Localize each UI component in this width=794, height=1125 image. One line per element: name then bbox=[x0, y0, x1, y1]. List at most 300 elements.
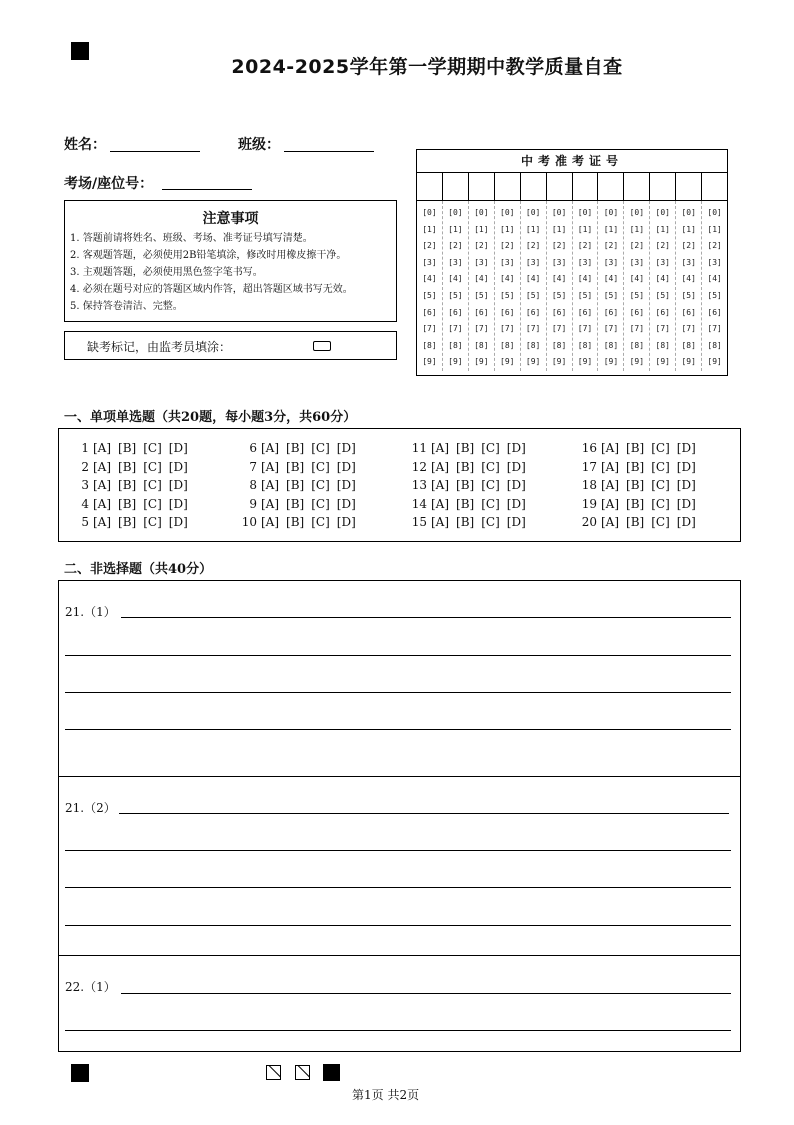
exam-digit-bubble[interactable]: [9] bbox=[500, 357, 515, 367]
mc-option-bubble[interactable]: [B] bbox=[456, 515, 475, 529]
mc-option-bubble[interactable]: [A] bbox=[93, 478, 112, 492]
mc-option-bubble[interactable]: [C] bbox=[651, 515, 670, 529]
absent-checkbox[interactable] bbox=[313, 341, 331, 351]
exam-digit-bubble[interactable]: [6] bbox=[577, 307, 593, 317]
mc-option-bubble[interactable]: [C] bbox=[311, 515, 330, 529]
mc-question-number: 8 bbox=[249, 478, 257, 492]
exam-digit-write-cell[interactable] bbox=[547, 173, 573, 200]
exam-digit-write-cell[interactable] bbox=[417, 173, 443, 200]
page-code-box bbox=[295, 1065, 310, 1080]
notice-title: 注意事项 bbox=[202, 211, 259, 227]
mc-question-number: 4 bbox=[81, 496, 89, 511]
exam-digit-bubble[interactable]: [5] bbox=[681, 290, 696, 300]
mc-option-bubble[interactable]: [A] bbox=[601, 459, 620, 474]
exam-digit-bubble[interactable]: [8] bbox=[500, 340, 515, 350]
mc-option-bubble[interactable]: [C] bbox=[651, 478, 670, 492]
exam-digit-bubble[interactable]: [7] bbox=[422, 324, 437, 334]
exam-digit-bubble[interactable]: [9] bbox=[551, 357, 567, 367]
exam-digit-bubble[interactable]: [4] bbox=[681, 274, 696, 284]
question-label: 21.（1） bbox=[65, 605, 116, 619]
mc-option-bubble[interactable]: [A] bbox=[431, 459, 450, 474]
mc-option-bubble[interactable]: [A] bbox=[261, 459, 280, 474]
mc-question bbox=[69, 478, 195, 492]
exam-digit-column bbox=[495, 201, 521, 371]
mc-option-bubble[interactable]: [D] bbox=[676, 478, 696, 492]
question-label: 21.（2） bbox=[65, 801, 116, 815]
exam-digit-write-cell[interactable] bbox=[624, 173, 650, 200]
mc-option-bubble[interactable]: [A] bbox=[431, 515, 450, 529]
exam-digit-bubble[interactable]: [6] bbox=[603, 307, 619, 317]
exam-digit-bubble[interactable]: [0] bbox=[525, 208, 541, 217]
mc-option-bubble[interactable]: [B] bbox=[286, 459, 305, 474]
exam-digit-bubble[interactable]: [8] bbox=[525, 340, 541, 350]
exam-digit-write-cell[interactable] bbox=[469, 173, 495, 200]
exam-digit-bubble[interactable]: [0] bbox=[474, 208, 489, 217]
mc-option-bubble[interactable]: [C] bbox=[651, 459, 670, 474]
mc-option-bubble[interactable]: [B] bbox=[286, 515, 305, 529]
exam-digit-bubble[interactable]: [9] bbox=[655, 357, 670, 367]
exam-digit-column bbox=[469, 201, 495, 371]
exam-digit-bubble[interactable]: [7] bbox=[603, 324, 619, 334]
exam-digit-bubble[interactable]: [7] bbox=[681, 324, 696, 334]
exam-digit-bubble[interactable]: [2] bbox=[500, 241, 515, 251]
mc-question bbox=[407, 478, 533, 492]
exam-digit-bubble[interactable]: [4] bbox=[577, 274, 593, 284]
exam-digit-bubble[interactable]: [8] bbox=[655, 340, 670, 350]
exam-digit-bubble[interactable]: [3] bbox=[525, 257, 541, 267]
question-label: 22.（1） bbox=[65, 980, 116, 994]
mc-option-bubble[interactable]: [B] bbox=[118, 478, 137, 492]
mc-option-bubble[interactable]: [A] bbox=[261, 496, 280, 511]
mc-question-number: 18 bbox=[581, 478, 597, 492]
class-field[interactable] bbox=[284, 151, 374, 152]
exam-digit-bubble[interactable]: [7] bbox=[629, 324, 645, 334]
mc-option-bubble[interactable]: [C] bbox=[651, 496, 670, 511]
exam-digit-bubble[interactable]: [6] bbox=[707, 307, 722, 317]
exam-digit-bubble[interactable]: [1] bbox=[629, 224, 645, 234]
exam-digit-bubble[interactable]: [4] bbox=[629, 274, 645, 284]
mc-question bbox=[577, 515, 703, 529]
exam-digit-write-cell[interactable] bbox=[573, 173, 599, 200]
answer-box-22-1 bbox=[58, 955, 741, 1052]
section1-heading: 一、单项单选题（共20题，每小题3分，共60分） bbox=[64, 410, 357, 425]
mc-option-bubble[interactable]: [A] bbox=[261, 478, 280, 492]
exam-digit-bubble[interactable]: [9] bbox=[422, 357, 437, 367]
mc-question-number: 20 bbox=[581, 515, 597, 529]
exam-digit-bubble[interactable]: [7] bbox=[525, 324, 541, 334]
mc-option-bubble[interactable]: [D] bbox=[336, 459, 356, 474]
exam-digit-bubble[interactable]: [2] bbox=[448, 241, 463, 251]
notice-item: 3. 主观题答题，必须使用黑色签字笔书写。 bbox=[70, 267, 263, 278]
exam-digit-bubble[interactable]: [4] bbox=[707, 274, 722, 284]
mc-question-number: 16 bbox=[581, 441, 597, 455]
exam-digit-bubble[interactable]: [8] bbox=[603, 340, 619, 350]
exam-digit-bubble[interactable]: [1] bbox=[707, 224, 722, 234]
exam-digit-bubble[interactable]: [3] bbox=[500, 257, 515, 267]
mc-option-bubble[interactable]: [C] bbox=[311, 496, 330, 511]
exam-digit-bubble[interactable]: [0] bbox=[577, 208, 593, 217]
exam-digit-bubble[interactable]: [3] bbox=[551, 257, 567, 267]
mc-option-bubble[interactable]: [D] bbox=[168, 496, 188, 511]
exam-digit-bubble[interactable]: [0] bbox=[707, 208, 722, 217]
exam-digit-bubble[interactable]: [0] bbox=[629, 208, 645, 217]
mc-option-bubble[interactable]: [D] bbox=[506, 478, 526, 492]
mc-option-bubble[interactable]: [B] bbox=[286, 441, 305, 455]
exam-digit-bubble[interactable]: [0] bbox=[448, 208, 463, 217]
notice-item: 2. 客观题答题，必须使用2B铅笔填涂，修改时用橡皮擦干净。 bbox=[70, 250, 347, 261]
mc-option-bubble[interactable]: [C] bbox=[143, 478, 162, 492]
exam-digit-bubble[interactable]: [6] bbox=[474, 307, 489, 317]
exam-digit-bubble[interactable]: [2] bbox=[681, 241, 696, 251]
exam-digit-column bbox=[417, 201, 443, 371]
mc-option-bubble[interactable]: [C] bbox=[481, 496, 500, 511]
mc-option-bubble[interactable]: [D] bbox=[676, 441, 696, 455]
answer-line[interactable] bbox=[65, 850, 731, 851]
mc-option-bubble[interactable]: [C] bbox=[311, 459, 330, 474]
mc-question bbox=[69, 460, 195, 474]
mc-option-bubble[interactable]: [D] bbox=[336, 441, 356, 455]
answer-line[interactable] bbox=[121, 617, 731, 618]
exam-digit-bubble[interactable]: [5] bbox=[474, 290, 489, 300]
mc-option-bubble[interactable]: [C] bbox=[143, 515, 162, 529]
exam-digit-bubble[interactable]: [2] bbox=[707, 241, 722, 251]
mc-question-number: 10 bbox=[241, 515, 257, 529]
exam-digit-bubble[interactable]: [4] bbox=[551, 274, 567, 284]
answer-line[interactable] bbox=[65, 692, 731, 693]
exam-digit-bubble[interactable]: [2] bbox=[629, 241, 645, 251]
exam-digit-bubble[interactable]: [3] bbox=[422, 257, 437, 267]
mc-option-bubble[interactable]: [D] bbox=[506, 441, 526, 455]
mc-question-number: 5 bbox=[81, 515, 89, 529]
mc-question bbox=[237, 460, 363, 474]
mc-option-bubble[interactable]: [D] bbox=[336, 496, 356, 511]
mc-option-bubble[interactable]: [C] bbox=[311, 441, 330, 455]
exam-digit-bubble[interactable]: [0] bbox=[603, 208, 619, 217]
exam-digit-bubble[interactable]: [4] bbox=[422, 274, 437, 284]
exam-digit-bubble[interactable]: [9] bbox=[603, 357, 619, 367]
exam-digit-column bbox=[521, 201, 547, 371]
exam-digit-bubble[interactable]: [5] bbox=[577, 290, 593, 300]
exam-digit-write-cell[interactable] bbox=[443, 173, 469, 200]
exam-digit-bubble[interactable]: [6] bbox=[629, 307, 645, 317]
mc-question bbox=[577, 478, 703, 492]
page-code-mark bbox=[323, 1064, 340, 1081]
mc-option-bubble[interactable]: [D] bbox=[168, 459, 188, 474]
exam-digit-bubble[interactable]: [1] bbox=[551, 224, 567, 234]
exam-digit-bubble[interactable]: [3] bbox=[577, 257, 593, 267]
exam-digit-column bbox=[650, 201, 676, 371]
exam-digit-column bbox=[573, 201, 599, 371]
answer-line[interactable] bbox=[65, 729, 731, 730]
exam-digit-bubble[interactable]: [6] bbox=[551, 307, 567, 317]
answer-line[interactable] bbox=[119, 813, 729, 814]
mc-option-bubble[interactable]: [B] bbox=[456, 441, 475, 455]
mc-option-bubble[interactable]: [C] bbox=[143, 459, 162, 474]
mc-question-number: 3 bbox=[81, 478, 89, 492]
mc-option-bubble[interactable]: [C] bbox=[481, 515, 500, 529]
exam-digit-bubble[interactable]: [4] bbox=[655, 274, 670, 284]
exam-digit-bubble[interactable]: [2] bbox=[422, 241, 437, 251]
mc-question-number: 1 bbox=[81, 441, 89, 455]
exam-digit-bubble[interactable]: [9] bbox=[474, 357, 489, 367]
exam-digit-bubble[interactable]: [4] bbox=[525, 274, 541, 284]
exam-digit-bubble[interactable]: [8] bbox=[474, 340, 489, 350]
mc-option-bubble[interactable]: [B] bbox=[626, 515, 645, 529]
exam-digit-bubble[interactable]: [7] bbox=[500, 324, 515, 334]
exam-digit-bubble[interactable]: [3] bbox=[603, 257, 619, 267]
mc-option-bubble[interactable]: [A] bbox=[601, 496, 620, 511]
exam-digit-bubble[interactable]: [6] bbox=[681, 307, 696, 317]
exam-digit-bubble[interactable]: [3] bbox=[448, 257, 463, 267]
mc-option-bubble[interactable]: [C] bbox=[481, 459, 500, 474]
exam-digit-bubble[interactable]: [9] bbox=[525, 357, 541, 367]
exam-digit-bubble[interactable]: [3] bbox=[707, 257, 722, 267]
mc-question bbox=[237, 497, 363, 511]
exam-digit-write-cell[interactable] bbox=[598, 173, 624, 200]
mc-option-bubble[interactable]: [C] bbox=[481, 478, 500, 492]
exam-digit-bubble[interactable]: [7] bbox=[707, 324, 722, 334]
exam-digit-bubble[interactable]: [1] bbox=[577, 224, 593, 234]
exam-digit-bubble[interactable]: [6] bbox=[448, 307, 463, 317]
mc-question-number: 17 bbox=[581, 459, 597, 474]
exam-digit-bubble[interactable]: [6] bbox=[655, 307, 670, 317]
exam-digit-bubble[interactable]: [1] bbox=[474, 224, 489, 234]
exam-digit-bubble[interactable]: [9] bbox=[577, 357, 593, 367]
exam-digit-bubble[interactable]: [5] bbox=[551, 290, 567, 300]
notice-item: 1. 答题前请将姓名、班级、考场、准考证号填写清楚。 bbox=[70, 233, 313, 244]
mc-question bbox=[237, 478, 363, 492]
mc-option-bubble[interactable]: [B] bbox=[118, 441, 137, 455]
mc-option-bubble[interactable]: [D] bbox=[168, 515, 188, 529]
exam-digit-bubble[interactable]: [5] bbox=[448, 290, 463, 300]
exam-digit-bubble[interactable]: [4] bbox=[448, 274, 463, 284]
exam-digit-bubble[interactable]: [5] bbox=[525, 290, 541, 300]
page-title: 2024-2025学年第一学期期中教学质量自查 bbox=[231, 56, 623, 78]
mc-option-bubble[interactable]: [D] bbox=[676, 496, 696, 511]
exam-digit-bubble[interactable]: [5] bbox=[422, 290, 437, 300]
mc-option-bubble[interactable]: [C] bbox=[311, 478, 330, 492]
exam-digit-bubble[interactable]: [3] bbox=[681, 257, 696, 267]
exam-digit-bubble[interactable]: [2] bbox=[655, 241, 670, 251]
exam-digit-bubble[interactable]: [5] bbox=[500, 290, 515, 300]
mc-option-bubble[interactable]: [D] bbox=[336, 515, 356, 529]
exam-number-title: 中考准考证号 bbox=[417, 150, 727, 173]
exam-digit-bubble[interactable]: [1] bbox=[422, 224, 437, 234]
page-number: 第1页 共2页 bbox=[352, 1088, 420, 1102]
mc-option-bubble[interactable]: [C] bbox=[651, 441, 670, 455]
exam-digit-bubble[interactable]: [1] bbox=[681, 224, 696, 234]
exam-digit-bubble[interactable]: [5] bbox=[707, 290, 722, 300]
exam-digit-bubble[interactable]: [9] bbox=[681, 357, 696, 367]
exam-digit-bubble[interactable]: [1] bbox=[655, 224, 670, 234]
mc-option-bubble[interactable]: [D] bbox=[676, 459, 696, 474]
mc-question-number: 9 bbox=[249, 496, 257, 511]
exam-digit-write-cell[interactable] bbox=[650, 173, 676, 200]
exam-digit-bubble[interactable]: [0] bbox=[551, 208, 567, 217]
exam-digit-bubble[interactable]: [6] bbox=[525, 307, 541, 317]
mc-option-bubble[interactable]: [D] bbox=[676, 515, 696, 529]
mc-question bbox=[407, 460, 533, 474]
mc-option-bubble[interactable]: [D] bbox=[506, 515, 526, 529]
mc-option-bubble[interactable]: [C] bbox=[143, 441, 162, 455]
mc-question bbox=[577, 497, 703, 511]
mc-option-bubble[interactable]: [B] bbox=[118, 459, 137, 474]
timing-mark-bottom-left bbox=[71, 1064, 89, 1082]
mc-option-bubble[interactable]: [B] bbox=[626, 478, 645, 492]
mc-option-bubble[interactable]: [B] bbox=[626, 459, 645, 474]
seat-label: 考场/座位号： bbox=[64, 176, 154, 192]
exam-digit-bubble[interactable]: [8] bbox=[681, 340, 696, 350]
exam-digit-bubble[interactable]: [8] bbox=[577, 340, 593, 350]
exam-digit-bubble[interactable]: [5] bbox=[603, 290, 619, 300]
exam-digit-bubble[interactable]: [8] bbox=[629, 340, 645, 350]
exam-digit-bubble[interactable]: [9] bbox=[629, 357, 645, 367]
exam-digit-column bbox=[598, 201, 624, 371]
mc-question bbox=[407, 441, 533, 455]
mc-option-bubble[interactable]: [A] bbox=[601, 515, 620, 529]
mc-question bbox=[69, 497, 195, 511]
exam-digit-bubble[interactable]: [0] bbox=[681, 208, 696, 217]
exam-digit-bubble[interactable]: [8] bbox=[448, 340, 463, 350]
exam-digit-bubble[interactable]: [8] bbox=[551, 340, 567, 350]
exam-digit-bubble[interactable]: [9] bbox=[448, 357, 463, 367]
mc-question bbox=[69, 515, 195, 529]
page-code-box bbox=[266, 1065, 281, 1080]
answer-line[interactable] bbox=[65, 887, 731, 888]
mc-option-bubble[interactable]: [D] bbox=[168, 441, 188, 455]
exam-digit-bubble[interactable]: [4] bbox=[603, 274, 619, 284]
mc-option-bubble[interactable]: [B] bbox=[118, 496, 137, 511]
answer-line[interactable] bbox=[65, 1030, 731, 1031]
exam-digit-column bbox=[676, 201, 702, 371]
mc-question-number: 2 bbox=[81, 459, 89, 474]
exam-number-block bbox=[416, 149, 728, 376]
mc-option-bubble[interactable]: [B] bbox=[456, 478, 475, 492]
mc-question-number: 19 bbox=[581, 496, 597, 511]
exam-digit-bubble[interactable]: [0] bbox=[655, 208, 670, 217]
mc-option-bubble[interactable]: [A] bbox=[601, 478, 620, 492]
exam-digit-bubble[interactable]: [4] bbox=[500, 274, 515, 284]
mc-option-bubble[interactable]: [A] bbox=[431, 478, 450, 492]
exam-digit-bubble[interactable]: [7] bbox=[551, 324, 567, 334]
mc-option-bubble[interactable]: [B] bbox=[456, 496, 475, 511]
exam-digit-bubble[interactable]: [4] bbox=[474, 274, 489, 284]
absent-mark-row bbox=[64, 331, 397, 360]
mc-question bbox=[69, 441, 195, 455]
exam-digit-bubble[interactable]: [7] bbox=[448, 324, 463, 334]
mc-question-number: 12 bbox=[411, 459, 427, 474]
mc-option-bubble[interactable]: [A] bbox=[93, 515, 112, 529]
mc-question bbox=[407, 497, 533, 511]
answer-line[interactable] bbox=[121, 993, 731, 994]
exam-digit-bubble[interactable]: [8] bbox=[707, 340, 722, 350]
exam-digit-bubble[interactable]: [3] bbox=[474, 257, 489, 267]
exam-digit-bubble[interactable]: [0] bbox=[422, 208, 437, 217]
mc-option-bubble[interactable]: [D] bbox=[506, 459, 526, 474]
mc-option-bubble[interactable]: [A] bbox=[93, 496, 112, 511]
mc-option-bubble[interactable]: [A] bbox=[93, 441, 112, 455]
mc-option-bubble[interactable]: [C] bbox=[143, 496, 162, 511]
exam-digit-bubble[interactable]: [1] bbox=[603, 224, 619, 234]
mc-question-number: 15 bbox=[411, 515, 427, 529]
mc-question-number: 7 bbox=[249, 459, 257, 474]
mc-question bbox=[237, 441, 363, 455]
exam-digit-bubble[interactable]: [2] bbox=[474, 241, 489, 251]
mc-option-bubble[interactable]: [D] bbox=[336, 478, 356, 492]
mc-option-bubble[interactable]: [B] bbox=[118, 515, 137, 529]
exam-digit-bubble[interactable]: [7] bbox=[577, 324, 593, 334]
exam-digit-bubble[interactable]: [9] bbox=[707, 357, 722, 367]
exam-digit-bubble[interactable]: [2] bbox=[577, 241, 593, 251]
exam-digit-bubble[interactable]: [3] bbox=[629, 257, 645, 267]
exam-digit-bubble[interactable]: [6] bbox=[500, 307, 515, 317]
mc-option-bubble[interactable]: [A] bbox=[261, 441, 280, 455]
exam-digit-write-cell[interactable] bbox=[495, 173, 521, 200]
exam-digit-column bbox=[443, 201, 469, 371]
exam-digit-write-cell[interactable] bbox=[676, 173, 702, 200]
mc-option-bubble[interactable]: [A] bbox=[431, 496, 450, 511]
exam-digit-bubble[interactable]: [7] bbox=[655, 324, 670, 334]
mc-option-bubble[interactable]: [B] bbox=[286, 496, 305, 511]
exam-digit-bubble[interactable]: [5] bbox=[655, 290, 670, 300]
exam-digit-write-cell[interactable] bbox=[521, 173, 547, 200]
mc-question-number: 11 bbox=[411, 441, 427, 455]
seat-field[interactable] bbox=[162, 189, 252, 190]
exam-digit-bubble[interactable]: [1] bbox=[500, 224, 515, 234]
mc-question-number: 6 bbox=[249, 441, 257, 455]
exam-digit-bubble[interactable]: [7] bbox=[474, 324, 489, 334]
section2-heading: 二、非选择题（共40分） bbox=[64, 562, 213, 577]
mc-option-bubble[interactable]: [B] bbox=[456, 459, 475, 474]
mc-option-bubble[interactable]: [B] bbox=[626, 441, 645, 455]
mc-question-number: 14 bbox=[411, 496, 427, 511]
exam-digit-write-cell[interactable] bbox=[702, 173, 727, 200]
mc-question-number: 13 bbox=[411, 478, 427, 492]
mc-option-bubble[interactable]: [D] bbox=[168, 478, 188, 492]
name-field[interactable] bbox=[110, 151, 200, 152]
mc-question bbox=[237, 515, 363, 529]
mc-option-bubble[interactable]: [A] bbox=[431, 441, 450, 455]
answer-line[interactable] bbox=[65, 925, 731, 926]
exam-digit-bubble[interactable]: [3] bbox=[655, 257, 670, 267]
exam-digit-bubble[interactable]: [2] bbox=[603, 241, 619, 251]
exam-digit-bubble[interactable]: [5] bbox=[629, 290, 645, 300]
exam-digit-bubble[interactable]: [2] bbox=[525, 241, 541, 251]
exam-digit-grid bbox=[417, 201, 727, 371]
answer-box-21-1 bbox=[58, 580, 741, 777]
mc-option-bubble[interactable]: [A] bbox=[93, 459, 112, 474]
notice-item: 5. 保持答卷清洁、完整。 bbox=[70, 301, 183, 312]
answer-line[interactable] bbox=[65, 655, 731, 656]
notice-item: 4. 必须在题号对应的答题区域内作答，超出答题区域书写无效。 bbox=[70, 284, 353, 295]
mc-option-bubble[interactable]: [D] bbox=[506, 496, 526, 511]
mc-option-bubble[interactable]: [A] bbox=[601, 441, 620, 455]
exam-digit-bubble[interactable]: [1] bbox=[525, 224, 541, 234]
mc-option-bubble[interactable]: [B] bbox=[286, 478, 305, 492]
exam-digit-bubble[interactable]: [0] bbox=[500, 208, 515, 217]
exam-digit-bubble[interactable]: [1] bbox=[448, 224, 463, 234]
mc-question bbox=[577, 441, 703, 455]
answer-box-21-2 bbox=[58, 775, 741, 956]
exam-digit-bubble[interactable]: [2] bbox=[551, 241, 567, 251]
mc-option-bubble[interactable]: [C] bbox=[481, 441, 500, 455]
exam-digit-column bbox=[702, 201, 727, 371]
mc-option-bubble[interactable]: [A] bbox=[261, 515, 280, 529]
exam-digit-bubble[interactable]: [8] bbox=[422, 340, 437, 350]
exam-digit-bubble[interactable]: [6] bbox=[422, 307, 437, 317]
mc-option-bubble[interactable]: [B] bbox=[626, 496, 645, 511]
multiple-choice-box bbox=[58, 428, 741, 542]
